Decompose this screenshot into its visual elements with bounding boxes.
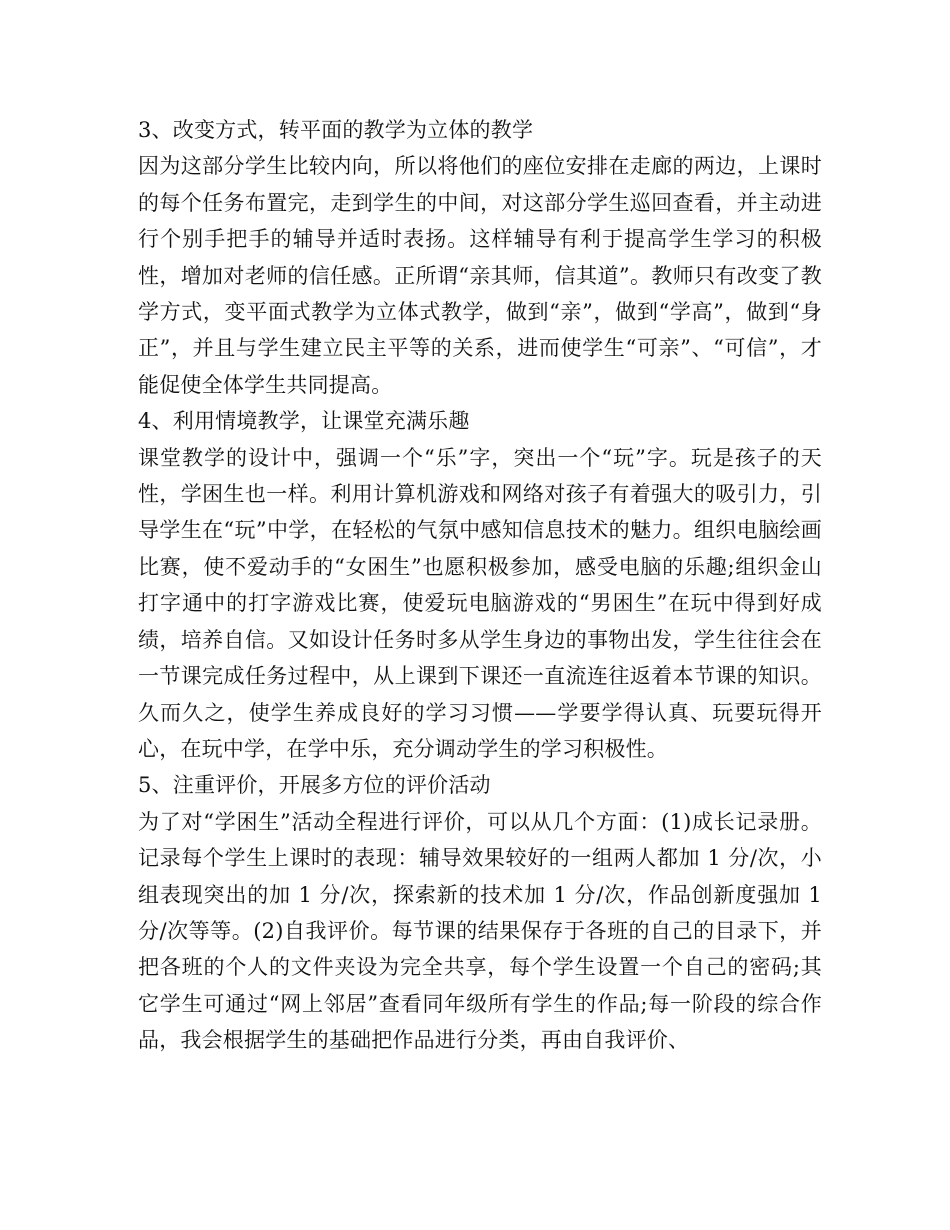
section-paragraph-3: 因为这部分学生比较内向，所以将他们的座位安排在走廊的两边，上课时的每个任务布置完，走到学生的中间，对这部分学生巡回查看，并主动进行个别手把手的辅导并适时表扬。这样辅导有利于提高学生学习的积极性，增加对老师的信任感。正所谓“亲其师，信其道”。教师只有改变了教学方式，变平面式教学为立体式教学，做到“亲”，做到“学高”，做到“身正”，并且与学生建立民主平等的关系，进而使学生“可亲”、“可信”，才能促使全体学生共同提高。 bbox=[138, 154, 822, 397]
document-body bbox=[138, 112, 822, 1059]
section-paragraph-4: 课堂教学的设计中，强调一个“乐”字，突出一个“玩”字。玩是孩子的天性，学困生也一样。利用计算机游戏和网络对孩子有着强大的吸引力，引导学生在“玩”中学，在轻松的气氛中感知信息技术的魅力。组织电脑绘画比赛，使不爱动手的“女困生”也愿积极参加，感受电脑的乐趣;组织金山打字通中的打字游戏比赛，使爱玩电脑游戏的“男困生”在玩中得到好成绩，培养自信。又如设计任务时多从学生身边的事物出发，学生往往会在一节课完成任务过程中，从上课到下课还一直流连往返着本节课的知识。久而久之，使学生养成良好的学习习惯——学要学得认真、玩要玩得开心，在玩中学，在学中乐，充分调动学生的学习积极性。 bbox=[138, 445, 822, 761]
section-heading-3: 3、改变方式，转平面的教学为立体的教学 bbox=[138, 118, 534, 142]
section-heading-4: 4、利用情境教学，让课堂充满乐趣 bbox=[138, 409, 470, 434]
section-paragraph-5: 为了对“学困生”活动全程进行评价，可以从几个方面：(1)成长记录册。记录每个学生上课时的表现：辅导效果较好的一组两人都加 1 分/次，小组表现突出的加 1 分/次，探索新的技术加 1 分/次，作品创新度强加 1 分/次等等。(2)自我评价。每节课的结果保存于各班的自己的目录下，并把各班的个人的文件夹设为完全共享，每个学生设置一个自己的密码;其它学生可通过“网上邻居”查看同年级所有学生的作品;每一阶段的综合作品，我会根据学生的基础把作品进行分类，再由自我评价、 bbox=[138, 809, 822, 1053]
section-heading-5: 5、注重评价，开展多方位的评价活动 bbox=[138, 773, 491, 798]
